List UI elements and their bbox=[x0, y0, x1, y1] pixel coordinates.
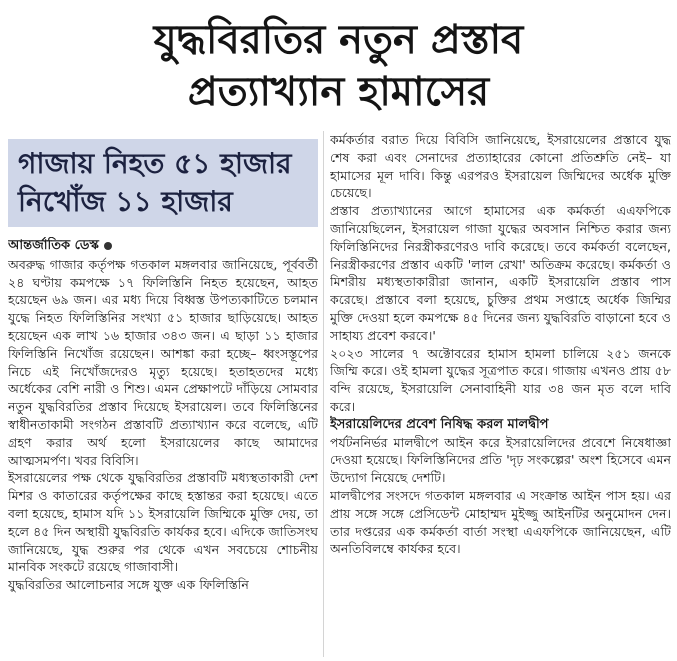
paragraph: কর্মকর্তার বরাত দিয়ে বিবিসি জানিয়েছে, ইসরায়েলের প্রস্তাবে যুদ্ধ শেষ করা এবং সেনাদের প্রত্যাহারের কোনো প্রতিশ্রুতি নেই– যা হামাসের মূল দাবি। কিন্তু এরপরও ইসরায়েল জিম্মিদের অর্ধেক মুক্তি চেয়েছে। bbox=[330, 132, 671, 201]
shoulder-box bbox=[8, 139, 318, 227]
shoulder-line-1: গাজায় নিহত ৫১ হাজার bbox=[18, 147, 292, 180]
subheading: ইসরায়েলিদের প্রবেশ নিষিদ্ধ করল মালদ্বীপ bbox=[330, 416, 549, 432]
paragraph: ২০২৩ সালের ৭ অক্টোবরের হামাস হামলা চালিয়ে ২৫১ জনকে জিম্মি করে। ওই হামলা যুদ্ধের সূত্রপাত করে। গাজায় এখনও প্রায় ৫৮ বন্দি রয়েছে, ইসরায়েলি সেনাবাহিনী যার ৩৪ জন মৃত বলে দাবি করে। bbox=[330, 345, 671, 414]
dateline-text: আন্তর্জাতিক ডেস্ক bbox=[8, 238, 99, 253]
paragraph: পর্যটননির্ভর মালদ্বীপে আইন করে ইসরায়েলিদের প্রবেশে নিষেধাজ্ঞা দেওয়া হয়েছে। ফিলিস্তিনিদের প্রতি 'দৃঢ় সংকল্পের' অংশ হিসেবে এমন উদ্যোগ নিয়েছে দেশটি। bbox=[330, 434, 671, 486]
paragraph: যুদ্ধবিরতির আলোচনার সঙ্গে যুক্ত এক ফিলিস্তিনি bbox=[8, 577, 249, 593]
paragraph: ইসরায়েলের পক্ষ থেকে যুদ্ধবিরতির প্রস্তাবটি মধ্যস্থতাকারী দেশ মিশর ও কাতারের কর্তৃপক্ষের কাছে হস্তান্তর করা হয়েছে। এতে বলা হয়েছে, হামাস যদি ১১ ইসরায়েলি জিম্মিকে মুক্তি দেয়, তা হলে ৪৫ দিন অস্থায়ী যুদ্ধবিরতি কার্যকর হবে। এদিকে জাতিসংঘ জানিয়েছে, যুদ্ধ শুরুর পর থেকে এখন সবচেয়ে শোচনীয় মানবিক সংকটে রয়েছে গাজাবাসী। bbox=[8, 470, 318, 575]
article-column-left bbox=[8, 237, 318, 657]
headline-line-1: যুদ্ধবিরতির নতুন প্রস্তাব bbox=[153, 17, 524, 63]
shoulder-line-2: নিখোঁজ ১১ হাজার bbox=[18, 185, 233, 218]
headline-line-2: প্রত্যাখ্যান হামাসের bbox=[187, 69, 490, 115]
column-divider bbox=[323, 131, 324, 657]
paragraph: অবরুদ্ধ গাজার কর্তৃপক্ষ গতকাল মঙ্গলবার জানিয়েছে, পূর্ববর্তী ২৪ ঘণ্টায় কমপক্ষে ১৭ ফিলিস্তিনি নিহত হয়েছেন, আহত হয়েছেন ৬৯ জন। এর মধ্য দিয়ে বিধ্বস্ত উপত্যকাটিতে চলমান যুদ্ধে নিহত ফিলিস্তিনির সংখ্যা ৫১ হাজার ছাড়িয়েছে। আহত হয়েছেন এক লাখ ১৬ হাজার ৩৪৩ জন। এ ছাড়া ১১ হাজার ফিলিস্তিনি নিখোঁজ রয়েছেন। আশঙ্কা করা হচ্ছে– ধ্বংসস্তূপের নিচে এই নিখোঁজদেরও মৃত্যু হয়েছে। হতাহতদের মধ্যে অর্ধেকের বেশি নারী ও শিশু। এমন প্রেক্ষাপটে দাঁড়িয়ে সোমবার নতুন যুদ্ধবিরতির প্রস্তাব দিয়েছে ইসরায়েল। তবে ফিলিস্তিনের স্বাধীনতাকামী সংগঠন প্রস্তাবটি প্রত্যাখ্যান করে বলেছে, এটি গ্রহণ করার অর্থ হলো ইসরায়েলের কাছে আমাদের আত্মসমর্পণ। খবর বিবিসি। bbox=[8, 256, 318, 468]
paragraph: প্রস্তাব প্রত্যাখ্যানের আগে হামাসের এক কর্মকর্তা এএফপিকে জানিয়েছিলেন, ইসরায়েল গাজা যুদ্ধের অবসান নিশ্চিত করার জন্য ফিলিস্তিনিদের নিরস্ত্রীকরণেরও দাবি করেছে। তবে কর্মকর্তা বলেছেন, নিরস্ত্রীকরণের প্রস্তাব একটি 'লাল রেখা' অতিক্রম করেছে। কর্মকর্তা ও মিশরীয় মধ্যস্থতাকারীরা জানান, একটি ইসরায়েলি প্রস্তাব পাস করেছে। প্রস্তাবে বলা হয়েছে, চুক্তির প্রথম সপ্তাহে অর্ধেক জিম্মির মুক্তি দেওয়া হলে কমপক্ষে ৪৫ দিনের জন্য যুদ্ধবিরতি বাড়ানো হবে ও সাহায্য প্রবেশ করবে।' bbox=[330, 203, 671, 343]
article-column-right bbox=[330, 131, 671, 657]
paragraph: মালদ্বীপের সংসদে গতকাল মঙ্গলবার এ সংক্রান্ত আইন পাস হয়। এর প্রায় সঙ্গে সঙ্গে প্রেসিডেন্ট মোহাম্মদ মুইজ্জু আইনটির অনুমোদন দেন। তার দপ্তরের এক কর্মকর্তা বার্তা সংস্থা এএফপিকে জানিয়েছেন, এটি অনতিবিলম্বে কার্যকর হবে। bbox=[330, 487, 671, 557]
bullet-icon bbox=[104, 242, 112, 250]
dateline bbox=[8, 237, 318, 255]
headline bbox=[0, 14, 677, 118]
